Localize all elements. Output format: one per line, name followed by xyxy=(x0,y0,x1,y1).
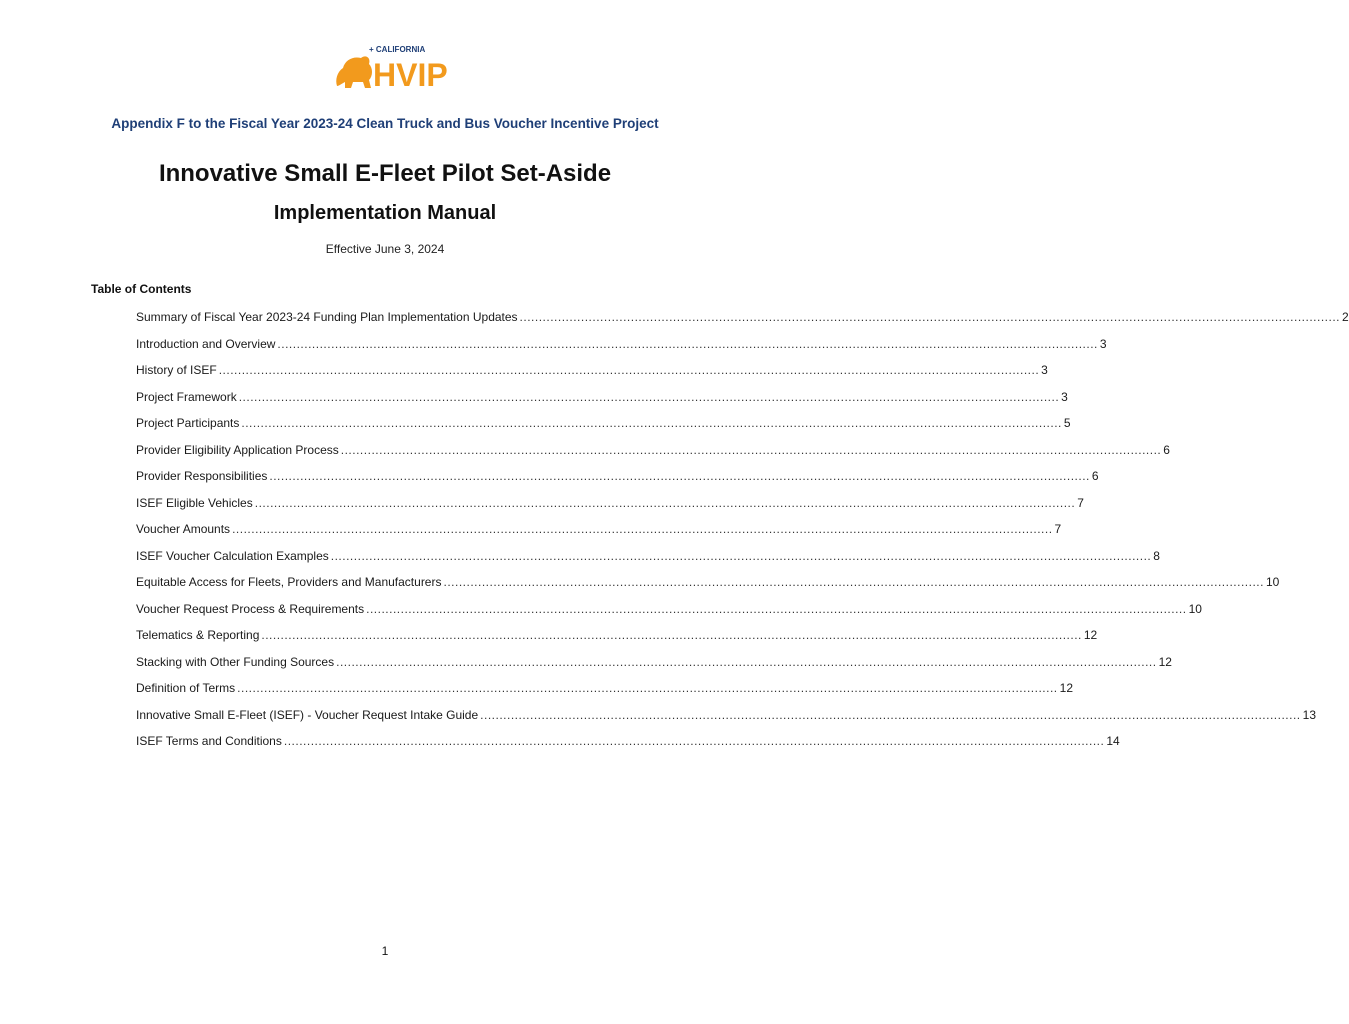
toc-leader-dots xyxy=(336,655,1156,669)
toc-entry[interactable] xyxy=(136,548,1160,576)
toc-leader-dots xyxy=(443,575,1263,589)
toc-leader-dots xyxy=(232,522,1052,536)
table-of-contents xyxy=(136,310,1349,761)
toc-entry-page: 12 xyxy=(1059,681,1073,695)
toc-entry[interactable] xyxy=(136,336,1107,364)
toc-entry-page: 10 xyxy=(1265,575,1280,589)
toc-entry-label: Voucher Amounts xyxy=(136,522,231,536)
toc-entry-page: 2 xyxy=(1342,310,1349,324)
toc-entry[interactable] xyxy=(136,628,1098,655)
bear-icon xyxy=(336,56,372,88)
toc-entry-label: ISEF Voucher Calculation Examples xyxy=(136,548,329,563)
toc-entry-label: Project Participants xyxy=(136,416,240,430)
toc-entry-page: 13 xyxy=(1302,707,1317,722)
toc-entry[interactable] xyxy=(136,469,1099,496)
toc-leader-dots xyxy=(269,469,1089,483)
toc-leader-dots xyxy=(341,443,1161,457)
page-number: 1 xyxy=(381,944,389,958)
toc-leader-dots xyxy=(239,390,1059,404)
toc-leader-dots xyxy=(255,496,1075,510)
toc-entry[interactable] xyxy=(136,416,1071,443)
toc-entry-label: Telematics & Reporting xyxy=(136,628,260,642)
document-title: Innovative Small E-Fleet Pilot Set-Aside xyxy=(158,160,612,187)
effective-date: Effective June 3, 2024 xyxy=(325,242,445,256)
toc-entry-page: 12 xyxy=(1158,654,1172,669)
california-label: + CALIFORNIA xyxy=(369,45,426,54)
toc-entry-page: 6 xyxy=(1091,469,1099,483)
toc-entry[interactable] xyxy=(136,389,1068,417)
toc-entry-page: 3 xyxy=(1041,363,1048,377)
toc-entry-label: Definition of Terms xyxy=(136,681,236,695)
toc-leader-dots xyxy=(219,363,1039,377)
toc-entry-page: 8 xyxy=(1153,548,1160,563)
toc-entry-label: Summary of Fiscal Year 2023-24 Funding Plan Implementation Updates xyxy=(136,310,518,324)
toc-entry-label: Innovative Small E-Fleet (ISEF) - Voucher Request Intake Guide xyxy=(136,707,479,722)
hvip-logo xyxy=(333,42,448,93)
toc-entry-page: 5 xyxy=(1063,416,1071,430)
toc-entry-page: 7 xyxy=(1054,522,1062,536)
toc-entry-page: 7 xyxy=(1077,495,1084,510)
toc-leader-dots xyxy=(284,734,1104,748)
toc-entry[interactable] xyxy=(136,681,1073,708)
toc-leader-dots xyxy=(366,602,1186,616)
toc-entry-page: 14 xyxy=(1106,734,1120,748)
appendix-heading: Appendix F to the Fiscal Year 2023-24 Clean Truck and Bus Voucher Incentive Project xyxy=(111,116,659,131)
document-subtitle: Implementation Manual xyxy=(273,202,497,224)
toc-entry[interactable] xyxy=(136,363,1048,390)
toc-leader-dots xyxy=(331,549,1151,563)
toc-entry-label: Voucher Request Process & Requirements xyxy=(136,601,365,616)
toc-entry[interactable] xyxy=(136,442,1170,470)
toc-entry-label: History of ISEF xyxy=(136,363,217,377)
toc-entry-page: 12 xyxy=(1083,628,1098,642)
toc-entry-label: ISEF Eligible Vehicles xyxy=(136,495,253,510)
toc-leader-dots xyxy=(277,337,1097,351)
toc-leader-dots xyxy=(480,708,1300,722)
toc-entry[interactable] xyxy=(136,310,1349,337)
toc-entry[interactable] xyxy=(136,522,1062,549)
toc-entry-label: Introduction and Overview xyxy=(136,336,276,351)
toc-entry[interactable] xyxy=(136,734,1120,761)
toc-leader-dots xyxy=(520,310,1340,324)
toc-entry-label: Equitable Access for Fleets, Providers and Manufacturers xyxy=(136,575,442,589)
toc-leader-dots xyxy=(237,681,1057,695)
toc-entry-page: 3 xyxy=(1061,389,1068,404)
toc-entry[interactable] xyxy=(136,575,1280,602)
toc-entry-page: 3 xyxy=(1099,336,1107,351)
toc-entry-label: Project Framework xyxy=(136,389,237,404)
toc-heading: Table of Contents xyxy=(91,282,192,296)
toc-entry[interactable] xyxy=(136,707,1317,735)
toc-leader-dots xyxy=(261,628,1081,642)
toc-entry-label: Provider Responsibilities xyxy=(136,469,268,483)
toc-leader-dots xyxy=(241,416,1061,430)
toc-entry-label: Stacking with Other Funding Sources xyxy=(136,654,335,669)
toc-entry-page: 6 xyxy=(1163,442,1170,457)
toc-entry[interactable] xyxy=(136,601,1202,629)
toc-entry[interactable] xyxy=(136,654,1172,682)
toc-entry-page: 10 xyxy=(1188,601,1202,616)
hvip-wordmark: HVIP xyxy=(373,57,448,93)
toc-entry[interactable] xyxy=(136,495,1084,523)
toc-entry-label: ISEF Terms and Conditions xyxy=(136,734,282,748)
toc-entry-label: Provider Eligibility Application Process xyxy=(136,442,339,457)
